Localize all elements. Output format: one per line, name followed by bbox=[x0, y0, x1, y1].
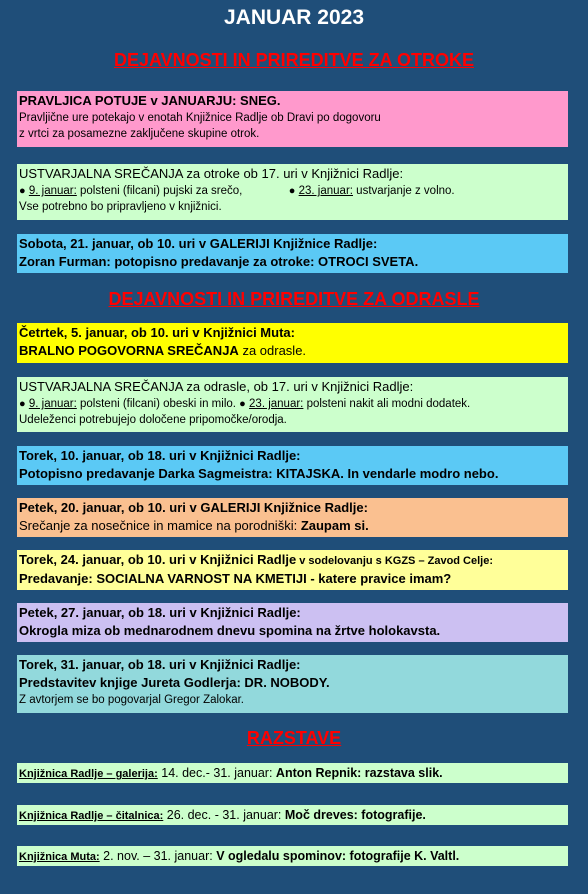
exhibition-dates: 2. nov. – 31. januar: bbox=[99, 849, 217, 863]
bullet-text: polsteni (filcani) obeski in milo. bbox=[76, 398, 236, 410]
bullet-icon: ● bbox=[19, 398, 26, 410]
bullet-text: ustvarjanje z volno. bbox=[352, 185, 455, 197]
event-title: Torek, 24. januar, ob 10. uri v Knjižnici Radlje bbox=[19, 552, 297, 567]
exhibition-dates: 26. dec. - 31. januar: bbox=[163, 808, 285, 822]
event-note: Vse potrebno bo pripravljeno v knjižnici. bbox=[19, 201, 222, 213]
bullet-text: polsteni nakit ali modni dodatek. bbox=[303, 398, 471, 410]
event-partner: v sodelovanju s KGZS – Zavod Celje: bbox=[296, 555, 494, 567]
event-card-book-presentation bbox=[17, 655, 568, 713]
exhibition-location: Knjižnica Radlje – čitalnica: bbox=[19, 810, 164, 822]
section-heading-children: DEJAVNOSTI IN PRIREDITVE ZA OTROKE bbox=[113, 50, 475, 70]
bullet-icon: ● bbox=[288, 185, 296, 197]
exhibition-dates: 14. dec.- 31. januar: bbox=[157, 766, 276, 780]
bullet-text: polsteni (filcani) pujski za srečo, bbox=[76, 185, 243, 197]
event-description: Predstavitev knjige Jureta Godlerja: DR. NOBODY. bbox=[19, 675, 330, 690]
event-title: USTVARJALNA SREČANJA za odrasle, ob 17. uri v Knjižnici Radlje: bbox=[19, 379, 414, 394]
event-note: Udeleženci potrebujejo določene pripomočke/orodja. bbox=[19, 414, 287, 426]
event-description: z vrtci za posamezne zaključene skupine otrok. bbox=[19, 128, 260, 140]
bullet-date: 23. januar: bbox=[298, 185, 353, 197]
event-card-creative-adults bbox=[17, 377, 568, 432]
event-card-holocaust-roundtable bbox=[17, 603, 568, 642]
bullet-icon: ● bbox=[239, 398, 246, 410]
event-card-reading-club bbox=[17, 323, 568, 363]
event-title: Petek, 27. januar, ob 18. uri v Knjižnici Radlje: bbox=[19, 605, 301, 620]
event-title: PRAVLJICA POTUJE v JANUARJU: SNEG. bbox=[19, 93, 281, 108]
bullet-date: 23. januar: bbox=[249, 398, 304, 410]
event-description: Predavanje: SOCIALNA VARNOST NA KMETIJI - katere pravice imam? bbox=[19, 571, 452, 586]
event-card-travel-lecture-children bbox=[17, 234, 568, 273]
event-title: Torek, 31. januar, ob 18. uri v Knjižnici Radlje: bbox=[19, 657, 301, 672]
event-bullets bbox=[19, 396, 566, 412]
bullet-icon: ● bbox=[19, 185, 26, 197]
page-title: JANUAR 2023 bbox=[223, 6, 365, 29]
event-card-mothers-meeting bbox=[17, 498, 568, 537]
event-description: Srečanje za nosečnice in mamice na porodniški: bbox=[19, 518, 301, 533]
exhibition-item bbox=[17, 846, 568, 866]
event-title: Petek, 20. januar, ob 10. uri v GALERIJI Knjižnice Radlje: bbox=[19, 500, 368, 515]
event-bullets bbox=[19, 183, 566, 199]
bullet-date: 9. januar: bbox=[28, 398, 77, 410]
event-title: Torek, 10. januar, ob 18. uri v Knjižnici Radlje: bbox=[19, 448, 301, 463]
event-card-fairytale bbox=[17, 91, 568, 147]
event-title: Četrtek, 5. januar, ob 10. uri v Knjižnici Muta: bbox=[19, 325, 295, 340]
event-note: Z avtorjem se bo pogovarjal Gregor Zalokar. bbox=[19, 694, 244, 706]
exhibition-location: Knjižnica Radlje – galerija: bbox=[19, 768, 158, 780]
event-card-social-security bbox=[17, 550, 568, 590]
event-description: Zoran Furman: potopisno predavanje za otroke: OTROCI SVETA. bbox=[19, 254, 419, 269]
event-description: Pravljične ure potekajo v enotah Knjižnice Radlje ob Dravi po dogovoru bbox=[19, 112, 381, 124]
event-title: Sobota, 21. januar, ob 10. uri v GALERIJI Knjižnice Radlje: bbox=[19, 236, 378, 251]
event-highlight: BRALNO POGOVORNA SREČANJA bbox=[19, 343, 239, 358]
section-heading-adults: DEJAVNOSTI IN PRIREDITVE ZA ODRASLE bbox=[108, 289, 480, 309]
exhibition-location: Knjižnica Muta: bbox=[19, 851, 100, 863]
exhibition-item bbox=[17, 805, 568, 825]
section-heading-exhibitions: RAZSTAVE bbox=[246, 728, 342, 748]
event-title: USTVARJALNA SREČANJA za otroke ob 17. uri v Knjižnici Radlje: bbox=[19, 166, 404, 181]
exhibition-title: Moč dreves: fotografije. bbox=[284, 808, 426, 822]
event-card-travel-lecture-china bbox=[17, 446, 568, 485]
exhibition-title: Anton Repnik: razstava slik. bbox=[275, 766, 443, 780]
bullet-date: 9. januar: bbox=[28, 185, 77, 197]
event-description: Okrogla miza ob mednarodnem dnevu spomina na žrtve holokavsta. bbox=[19, 623, 441, 638]
event-description: za odrasle. bbox=[238, 343, 307, 358]
event-card-creative-children bbox=[17, 164, 568, 220]
event-description: Potopisno predavanje Darka Sagmeistra: KITAJSKA. In vendarle modro nebo. bbox=[19, 466, 499, 481]
exhibition-title: V ogledalu spominov: fotografije K. Valtl. bbox=[216, 849, 460, 863]
exhibition-item bbox=[17, 763, 568, 783]
event-highlight: Zaupam si. bbox=[300, 518, 369, 533]
